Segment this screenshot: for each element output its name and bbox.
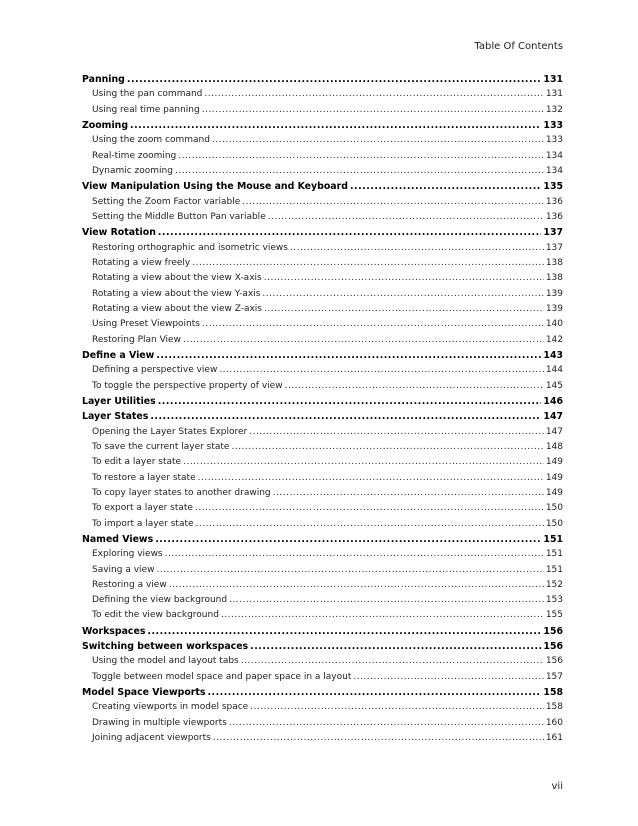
dot-leader <box>290 241 544 256</box>
dot-leader <box>169 578 544 593</box>
toc-entry-page-number: 138 <box>545 273 563 284</box>
toc-section-entry[interactable] <box>82 624 563 639</box>
toc-entry-title: Exploring views <box>92 549 163 560</box>
toc-subsection-entry[interactable] <box>82 302 563 317</box>
toc-subsection-entry[interactable] <box>82 440 563 455</box>
toc-entry-title: Define a View <box>82 349 155 361</box>
toc-entry-page-number: 160 <box>545 717 563 728</box>
toc-entry-title: Layer States <box>82 411 149 423</box>
dot-leader <box>207 685 541 700</box>
dot-leader <box>156 563 543 578</box>
toc-subsection-entry[interactable] <box>82 455 563 470</box>
dot-leader <box>212 133 544 148</box>
toc-entry-title: Using Preset Viewpoints <box>92 319 200 330</box>
toc-entry-page-number: 134 <box>545 150 563 161</box>
toc-entry-title: Using real time panning <box>92 104 200 115</box>
toc-entry-page-number: 149 <box>545 472 563 483</box>
toc-subsection-entry[interactable] <box>82 256 563 271</box>
toc-subsection-entry[interactable] <box>82 547 563 562</box>
dot-leader <box>219 363 544 378</box>
toc-section-entry[interactable] <box>82 394 563 409</box>
toc-entry-title: Drawing in multiple viewports <box>92 717 227 728</box>
toc-entry-page-number: 136 <box>545 196 563 207</box>
toc-entry-page-number: 148 <box>545 441 563 452</box>
toc-entry-title: To import a layer state <box>92 518 194 529</box>
toc-subsection-entry[interactable] <box>82 425 563 440</box>
dot-leader <box>231 440 543 455</box>
toc-subsection-entry[interactable] <box>82 486 563 501</box>
toc-subsection-entry[interactable] <box>82 195 563 210</box>
toc-subsection-entry[interactable] <box>82 379 563 394</box>
dot-leader <box>196 517 544 532</box>
toc-entry-page-number: 156 <box>543 625 563 637</box>
toc-subsection-entry[interactable] <box>82 210 563 225</box>
toc-entry-title: Setting the Middle Button Pan variable <box>92 211 266 222</box>
toc-entry-title: Setting the Zoom Factor variable <box>92 196 241 207</box>
toc-entry-title: Switching between workspaces <box>82 641 249 653</box>
toc-entry-title: Zooming <box>82 119 129 131</box>
toc-entry-title: To export a layer state <box>92 503 193 514</box>
toc-entry-page-number: 138 <box>545 257 563 268</box>
toc-entry-title: Using the zoom command <box>92 135 210 146</box>
toc-entry-title: Named Views <box>82 533 154 545</box>
toc-entry-page-number: 151 <box>545 564 563 575</box>
toc-entry-title: View Manipulation Using the Mouse and Keyboard <box>82 181 348 193</box>
toc-entry-title: Restoring Plan View <box>92 334 181 345</box>
toc-subsection-entry[interactable] <box>82 563 563 578</box>
toc-entry-page-number: 152 <box>545 579 563 590</box>
toc-subsection-entry[interactable] <box>82 287 563 302</box>
dot-leader <box>147 624 541 639</box>
dot-leader <box>150 409 541 424</box>
toc-entry-page-number: 153 <box>545 595 563 606</box>
toc-section-entry[interactable] <box>82 118 563 133</box>
toc-entry-page-number: 151 <box>543 533 563 545</box>
dot-leader <box>285 379 544 394</box>
toc-entry-page-number: 132 <box>545 104 563 115</box>
dot-leader <box>175 164 544 179</box>
toc-entry-title: Defining a perspective view <box>92 365 218 376</box>
toc-subsection-entry[interactable] <box>82 317 563 332</box>
toc-subsection-entry[interactable] <box>82 670 563 685</box>
dot-leader <box>158 394 542 409</box>
toc-subsection-entry[interactable] <box>82 731 563 746</box>
dot-leader <box>183 455 544 470</box>
toc-entry-page-number: 131 <box>543 74 563 85</box>
toc-entry-title: Rotating a view about the view Y-axis <box>92 288 261 299</box>
dot-leader <box>264 271 544 286</box>
toc-subsection-entry[interactable] <box>82 149 563 164</box>
toc-section-entry[interactable] <box>82 72 563 87</box>
toc-subsection-entry[interactable] <box>82 471 563 486</box>
toc-entry-page-number: 158 <box>545 702 563 713</box>
toc-subsection-entry[interactable] <box>82 716 563 731</box>
toc-subsection-entry[interactable] <box>82 501 563 516</box>
toc-subsection-entry[interactable] <box>82 333 563 348</box>
toc-entry-title: To restore a layer state <box>92 472 196 483</box>
toc-entry-title: To copy layer states to another drawing <box>92 487 271 498</box>
dot-leader <box>183 333 544 348</box>
toc-entry-title: Panning <box>82 74 125 85</box>
dot-leader <box>350 179 541 194</box>
page-number: vii <box>551 781 563 792</box>
toc-entry-page-number: 149 <box>545 487 563 498</box>
toc-entry-title: Defining the view background <box>92 595 228 606</box>
toc-entry-page-number: 155 <box>545 610 563 621</box>
toc-entry-title: To edit the view background <box>92 610 219 621</box>
toc-entry-title: To toggle the perspective property of view <box>92 380 283 391</box>
toc-entry-title: Rotating a view about the view X-axis <box>92 273 262 284</box>
toc-entry-title: Workspaces <box>82 625 146 637</box>
dot-leader <box>229 716 544 731</box>
toc-entry-page-number: 139 <box>545 303 563 314</box>
toc-entry-title: View Rotation <box>82 227 156 239</box>
toc-entry-page-number: 151 <box>545 549 563 560</box>
toc-subsection-entry[interactable] <box>82 593 563 608</box>
toc-section-entry[interactable] <box>82 409 563 424</box>
toc-entry-page-number: 137 <box>545 242 563 253</box>
dot-leader <box>268 210 544 225</box>
toc-entry-page-number: 147 <box>545 426 563 437</box>
toc-entry-page-number: 131 <box>545 89 563 100</box>
toc-entry-page-number: 156 <box>545 656 563 667</box>
toc-entry-title: Saving a view <box>92 564 155 575</box>
dot-leader <box>353 670 543 685</box>
toc-entry-title: Layer Utilities <box>82 395 156 407</box>
dot-leader <box>250 700 544 715</box>
dot-leader <box>264 302 544 317</box>
toc-subsection-entry[interactable] <box>82 133 563 148</box>
toc-entry-page-number: 134 <box>545 165 563 176</box>
toc-entry-title: To save the current layer state <box>92 441 230 452</box>
dot-leader <box>202 317 544 332</box>
toc-subsection-entry[interactable] <box>82 578 563 593</box>
dot-leader <box>241 654 544 669</box>
dot-leader <box>262 287 543 302</box>
toc-entry-title: Opening the Layer States Explorer <box>92 426 248 437</box>
toc-section-entry[interactable] <box>82 348 563 363</box>
toc-entry-page-number: 142 <box>545 334 563 345</box>
toc-entry-page-number: 145 <box>545 380 563 391</box>
dot-leader <box>221 608 544 623</box>
dot-leader <box>204 87 543 102</box>
toc-entry-title: Using the pan command <box>92 89 203 100</box>
toc-entry-title: Creating viewports in model space <box>92 702 249 713</box>
dot-leader <box>249 425 544 440</box>
toc-entry-title: Real-time zooming <box>92 150 177 161</box>
toc-subsection-entry[interactable] <box>82 164 563 179</box>
toc-entry-page-number: 139 <box>545 288 563 299</box>
dot-leader <box>198 471 544 486</box>
toc-entry-page-number: 146 <box>543 395 563 407</box>
dot-leader <box>127 72 542 87</box>
dot-leader <box>130 118 541 133</box>
toc-subsection-entry[interactable] <box>82 700 563 715</box>
toc-section-entry[interactable] <box>82 225 563 240</box>
toc-subsection-entry[interactable] <box>82 271 563 286</box>
toc-entry-page-number: 147 <box>543 411 563 423</box>
toc-entry-page-number: 158 <box>543 687 563 699</box>
toc-entry-title: Restoring orthographic and isometric views <box>92 242 288 253</box>
toc-subsection-entry[interactable] <box>82 103 563 118</box>
toc-subsection-entry[interactable] <box>82 517 563 532</box>
toc-entry-title: Rotating a view freely <box>92 257 191 268</box>
toc-entry-title: Restoring a view <box>92 579 167 590</box>
toc-entry-title: Toggle between model space and paper space in a layout <box>92 671 352 682</box>
dot-leader <box>213 731 544 746</box>
dot-leader <box>273 486 544 501</box>
dot-leader <box>195 501 544 516</box>
dot-leader <box>250 639 541 654</box>
toc-entry-title: Model Space Viewports <box>82 687 206 699</box>
toc-entry-page-number: 143 <box>543 349 563 361</box>
toc-subsection-entry[interactable] <box>82 363 563 378</box>
dot-leader <box>155 532 541 547</box>
dot-leader <box>156 348 541 363</box>
dot-leader <box>229 593 544 608</box>
toc-entry-page-number: 140 <box>545 319 563 330</box>
dot-leader <box>158 225 542 240</box>
toc-entry-title: To edit a layer state <box>92 457 182 468</box>
toc-subsection-entry[interactable] <box>82 87 563 102</box>
toc-entry-page-number: 136 <box>545 211 563 222</box>
dot-leader <box>178 149 544 164</box>
toc-section-entry[interactable] <box>82 179 563 194</box>
toc-entry-page-number: 161 <box>545 733 563 744</box>
toc-entry-page-number: 135 <box>543 181 563 193</box>
toc-section-entry[interactable] <box>82 685 563 700</box>
toc-subsection-entry[interactable] <box>82 241 563 256</box>
dot-leader <box>202 103 544 118</box>
toc-entry-page-number: 150 <box>545 518 563 529</box>
toc-section-entry[interactable] <box>82 639 563 654</box>
toc-entry-page-number: 150 <box>545 503 563 514</box>
toc-entry-page-number: 133 <box>545 135 563 146</box>
toc-entry-title: Dynamic zooming <box>92 165 173 176</box>
running-header: Table Of Contents <box>474 41 563 52</box>
toc-entry-page-number: 149 <box>545 457 563 468</box>
dot-leader <box>165 547 544 562</box>
toc-subsection-entry[interactable] <box>82 608 563 623</box>
toc-entry-page-number: 137 <box>543 227 563 239</box>
table-of-contents <box>82 72 563 746</box>
toc-entry-page-number: 157 <box>545 671 563 682</box>
toc-entry-title: Joining adjacent viewports <box>92 733 211 744</box>
toc-entry-title: Rotating a view about the view Z-axis <box>92 303 262 314</box>
toc-entry-page-number: 133 <box>543 119 563 131</box>
toc-entry-page-number: 144 <box>545 365 563 376</box>
dot-leader <box>242 195 544 210</box>
dot-leader <box>192 256 544 271</box>
toc-subsection-entry[interactable] <box>82 654 563 669</box>
toc-entry-title: Using the model and layout tabs <box>92 656 239 667</box>
toc-section-entry[interactable] <box>82 532 563 547</box>
toc-entry-page-number: 156 <box>543 641 563 653</box>
